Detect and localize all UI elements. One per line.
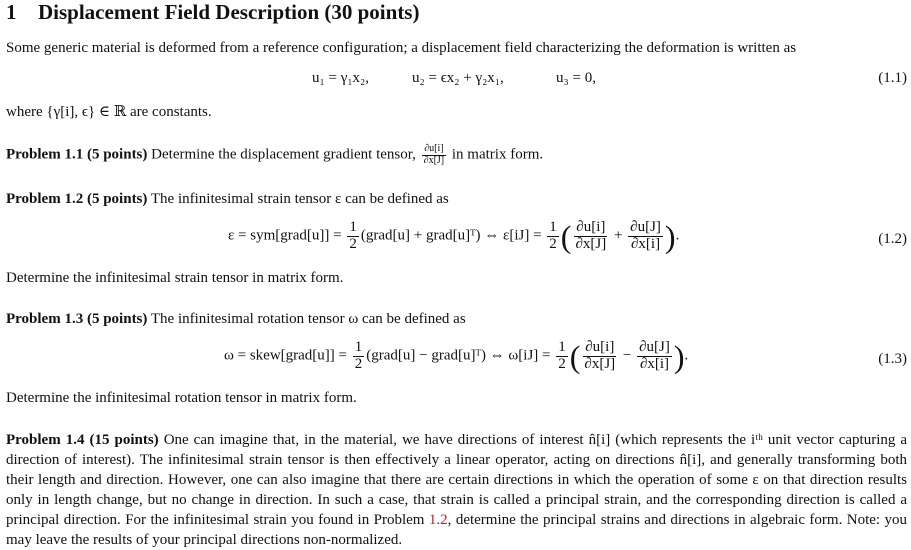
eq-u1: u₁ = γ₁x₂, xyxy=(312,70,370,86)
problem-1-1-label: Problem 1.1 xyxy=(6,146,84,163)
half-den: 2 xyxy=(354,355,363,372)
constants-line: where {γ[i], ϵ} ∈ ℝ are constants. xyxy=(6,104,212,120)
term1-num: ∂u[i] xyxy=(576,219,606,235)
half-num: 1 xyxy=(354,339,363,355)
problem-1-4-label: Problem 1.4 xyxy=(6,432,85,448)
eq-1-2-half-2 xyxy=(547,220,559,253)
half-den: 2 xyxy=(549,235,557,252)
eq-1-2-term1 xyxy=(573,220,608,253)
eq-1-2: ε = sym[grad[u]] = $\frac{1}{2}$ (grad[u] + grad[u]ᵀ) ⇔ ε[iJ] = $\frac{1}{2}$ ( $\frac{\partial u[i]}{\partial x[J]}$ + $\frac{\partial u[J]}{\partial x[i]}$ ). xyxy=(228,218,680,255)
eq-u2: u₂ = ϵx₂ + γ₂x₁, xyxy=(412,70,504,86)
problem-1-3-follow: Determine the infinitesimal rotation tensor in matrix form. xyxy=(6,390,357,406)
half-den: 2 xyxy=(558,355,566,372)
eq-1-3-half xyxy=(353,340,365,373)
eq-number-1-1: (1.1) xyxy=(878,70,907,86)
problem-1-4 xyxy=(6,430,907,550)
eq-1-3-mid: (grad[u] − grad[u]ᵀ) ⇔ ω[iJ] = xyxy=(366,347,551,364)
eq-u3: u₃ = 0, xyxy=(556,70,596,86)
problem-1-1-text: Determine the displacement gradient tensor, xyxy=(151,146,416,163)
problem-1-3-points: (5 points) xyxy=(86,311,148,327)
term1-den: ∂x[J] xyxy=(575,235,607,252)
grad-fraction xyxy=(422,144,447,166)
eq-1-2-mid: (grad[u] + grad[u]ᵀ) ⇔ ε[iJ] = xyxy=(360,227,542,244)
term1-den: ∂x[J] xyxy=(584,355,616,372)
problem-1-3 xyxy=(6,311,466,328)
term1-num: ∂u[i] xyxy=(585,339,615,355)
problem-1-4-text-a: One can imagine that, in the material, we have directions of interest n̂[i] (which represents the iᵗʰ unit vector capturing a direction of interest). The infinitesimal strain tensor is then effectively a linear operator, acting on directions n̂[i], and generally transforming both their length and direction. However, one can also imagine that there are certain directions in which the operation of some ε on that direction results only in length change, but no change in direction. In such a case, that strain is called a principal strain, and the corresponding direction is called a principal direction. For the infinitesimal strain you found in Problem xyxy=(6,432,908,528)
section-title xyxy=(6,0,419,25)
half-num: 1 xyxy=(349,219,357,235)
problem-1-2 xyxy=(6,191,449,208)
eq-1-3-half-2 xyxy=(556,340,568,373)
section-number: 1 xyxy=(6,0,17,24)
problem-1-2-reference-link[interactable]: 1.2 xyxy=(428,512,448,528)
term2-den: ∂x[i] xyxy=(639,355,670,372)
eq-1-2-lhs: ε = sym[grad[u]] = xyxy=(228,227,342,244)
section-title-text: Displacement Field Description (30 points) xyxy=(38,0,420,24)
eq-1-3-term2 xyxy=(637,340,672,373)
problem-1-1 xyxy=(6,144,543,166)
frac-num: ∂u[i] xyxy=(424,143,444,154)
term2-num: ∂u[J] xyxy=(639,339,670,355)
problem-1-2-follow: Determine the infinitesimal strain tensor in matrix form. xyxy=(6,270,344,286)
problem-1-3-label: Problem 1.3 xyxy=(6,311,84,327)
eq-1-2-term2 xyxy=(628,220,663,253)
half-num: 1 xyxy=(549,219,557,235)
problem-1-2-points: (5 points) xyxy=(86,191,148,207)
problem-1-1-points: (5 points) xyxy=(86,146,148,163)
half-num: 1 xyxy=(558,339,566,355)
term2-den: ∂x[i] xyxy=(631,235,661,252)
eq-1-3: ω = skew[grad[u]] = $\frac{1}{2}$ (grad[u] − grad[u]ᵀ) ⇔ ω[iJ] = $\frac{1}{2}$ ( $\frac{\partial u[i]}{\partial x[J]}$ − $\frac{\partial u[J]}{\partial x[i]}$ ). xyxy=(224,338,689,375)
eq-1-3-term1 xyxy=(582,340,617,373)
eq-number-1-3: (1.3) xyxy=(878,351,907,367)
problem-1-4-text-b: , determine the principal strains and directions in algebraic form. Note: you may leave the results of your principal directions non-normalized. xyxy=(6,512,907,548)
intro-paragraph: Some generic material is deformed from a reference configuration; a displacement field characterizing the deformation is written as xyxy=(6,40,797,56)
half-den: 2 xyxy=(349,235,357,252)
problem-1-3-text: The infinitesimal rotation tensor ω can be defined as xyxy=(150,311,466,327)
problem-1-2-text: The infinitesimal strain tensor ε can be defined as xyxy=(150,191,449,207)
eq-1-2-half xyxy=(347,220,359,253)
problem-1-1-text-after: in matrix form. xyxy=(451,146,544,163)
term2-num: ∂u[J] xyxy=(630,219,661,235)
eq-1-3-lhs: ω = skew[grad[u]] = xyxy=(224,347,348,364)
problem-1-2-label: Problem 1.2 xyxy=(6,191,84,207)
problem-1-4-points: (15 points) xyxy=(89,432,159,448)
eq-number-1-2: (1.2) xyxy=(878,231,907,247)
frac-den: ∂x[J] xyxy=(423,154,445,166)
